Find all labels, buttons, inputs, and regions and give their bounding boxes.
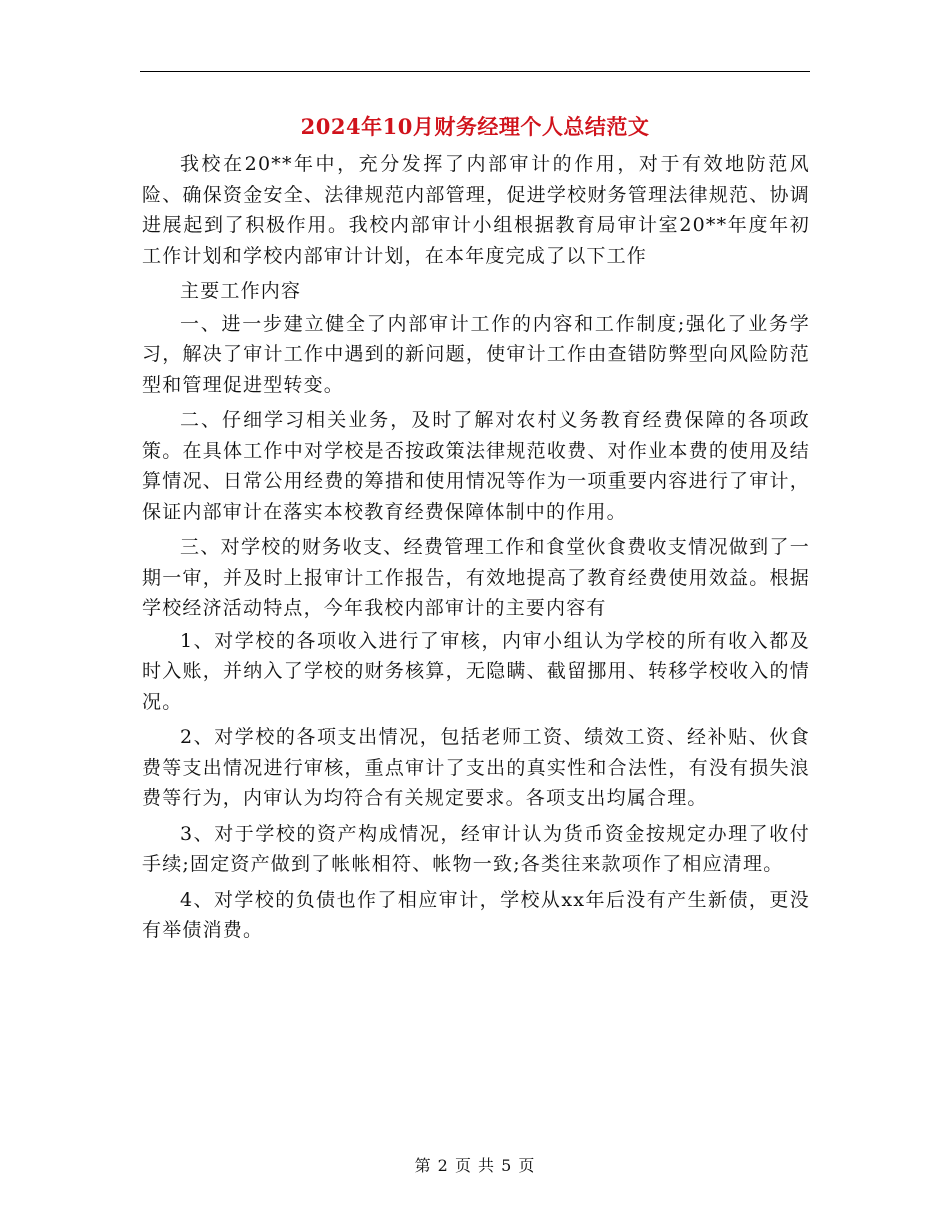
paragraph-sub-1: 1、对学校的各项收入进行了审核，内审小组认为学校的所有收入都及时入账，并纳入了学校的财务核算，无隐瞒、截留挪用、转移学校收入的情况。	[142, 629, 810, 713]
paragraph-item-2: 二、仔细学习相关业务，及时了解对农村义务教育经费保障的各项政策。在具体工作中对学校是否按政策法律规范收费、对作业本费的使用及结算情况、日常公用经费的筹措和使用情况等作为一项重要内容进行了审计，保证内部审计在落实本校教育经费保障体制中的作用。	[142, 409, 810, 523]
paragraph-item-3: 三、对学校的财务收支、经费管理工作和食堂伙食费收支情况做到了一期一审，并及时上报审计工作报告，有效地提高了教育经费使用效益。根据学校经济活动特点，今年我校内部审计的主要内容有	[142, 536, 810, 619]
paragraph-item-1: 一、进一步建立健全了内部审计工作的内容和工作制度;强化了业务学习，解决了审计工作中遇到的新问题，使审计工作由查错防弊型向风险防范型和管理促进型转变。	[142, 312, 810, 396]
intro-paragraph: 我校在20**年中，充分发挥了内部审计的作用，对于有效地防范风险、确保资金安全、法律规范内部管理，促进学校财务管理法律规范、协调进展起到了积极作用。我校内部审计小组根据教育局审计室20**年度年初工作计划和学校内部审计计划，在本年度完成了以下工作	[142, 153, 810, 267]
section-heading: 主要工作内容	[180, 280, 302, 302]
paragraph-sub-4: 4、对学校的负债也作了相应审计，学校从xx年后没有产生新债，更没有举债消费。	[142, 888, 810, 941]
page-number: 第 2 页 共 5 页	[414, 1156, 536, 1175]
paragraph-sub-3: 3、对于学校的资产构成情况，经审计认为货币资金按规定办理了收付手续;固定资产做到了帐帐相符、帐物一致;各类往来款项作了相应清理。	[142, 822, 810, 875]
header-rule	[140, 71, 810, 72]
paragraph-sub-2: 2、对学校的各项支出情况，包括老师工资、绩效工资、经补贴、伙食费等支出情况进行审核，重点审计了支出的真实性和合法性，有没有损失浪费等行为，内审认为均符合有关规定要求。各项支出均属合理。	[142, 726, 810, 809]
document-body	[142, 149, 810, 946]
document-title: 2024年10月财务经理个人总结范文	[300, 114, 650, 139]
